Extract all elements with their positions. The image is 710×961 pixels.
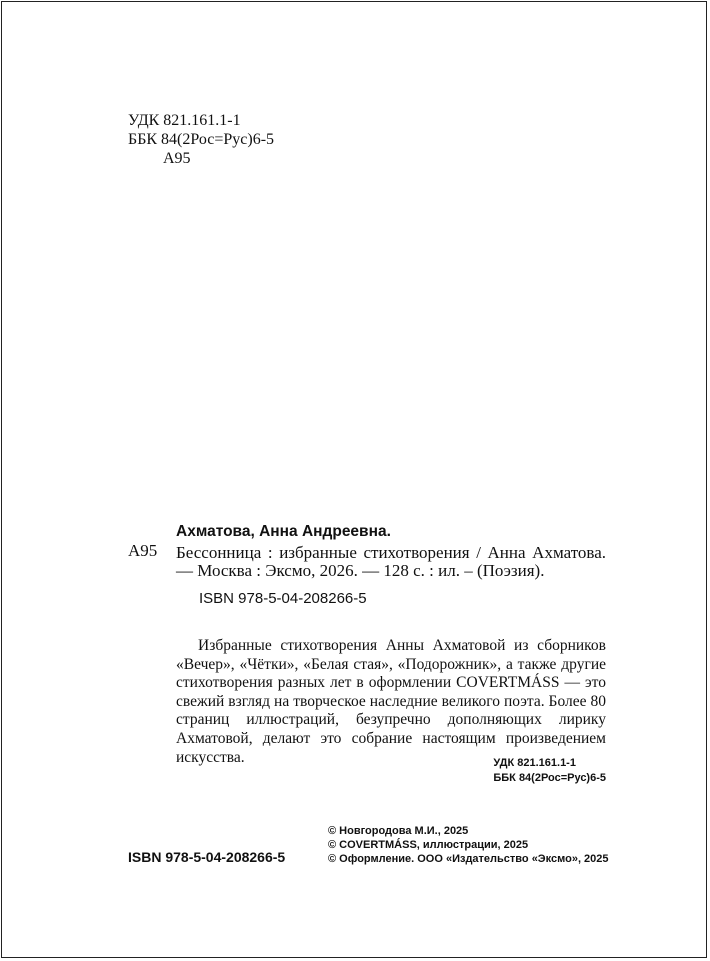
catalog-author-sign: А95: [128, 541, 158, 560]
bbk-code: ББК 84(2Рос=Рус)6-5: [128, 131, 275, 148]
copyright-line: © COVERTMÁSS, иллюстрации, 2025: [328, 839, 529, 851]
bbk-code-small: ББК 84(2Рос=Рус)6-5: [493, 772, 606, 784]
catalog-author: Ахматова, Анна Андреевна.: [176, 523, 391, 540]
page-border: [1, 1, 707, 958]
copyright-block: [328, 824, 609, 866]
right-classification-codes: [493, 756, 606, 786]
annotation-text: Избранные стихотворения Анны Ахматовой из сборников «Вечер», «Чётки», «Белая стая», «Подорожник», а также другие стихотворения разных лет в оформлении COVERTMÁSS — это свежий взгляд на творческое наследние великого поэта. Более 80 страниц иллюстраций, безупречно дополняющих лирику Ахматовой, делают это собрание настоящим произведением искусства.: [176, 637, 606, 766]
author-sign: А95: [163, 150, 191, 167]
udk-code-small: УДК 821.161.1-1: [493, 757, 576, 769]
udk-code: УДК 821.161.1-1: [128, 112, 241, 129]
footer-isbn: ISBN 978-5-04-208266-5: [128, 849, 286, 865]
copyright-line: © Новгородова М.И., 2025: [328, 825, 469, 837]
catalog-isbn: ISBN 978-5-04-208266-5: [199, 589, 367, 607]
copyright-line: © Оформление. ООО «Издательство «Эксмо», 2025: [328, 853, 609, 865]
bibliographic-description: Бессонница : избранные стихотворения / Анна Ахматова. — Москва : Эксмо, 2026. — 128 с. : ил. – (Поэзия).: [176, 542, 606, 580]
top-classification-codes: [128, 111, 274, 168]
catalog-entry: [176, 523, 606, 608]
